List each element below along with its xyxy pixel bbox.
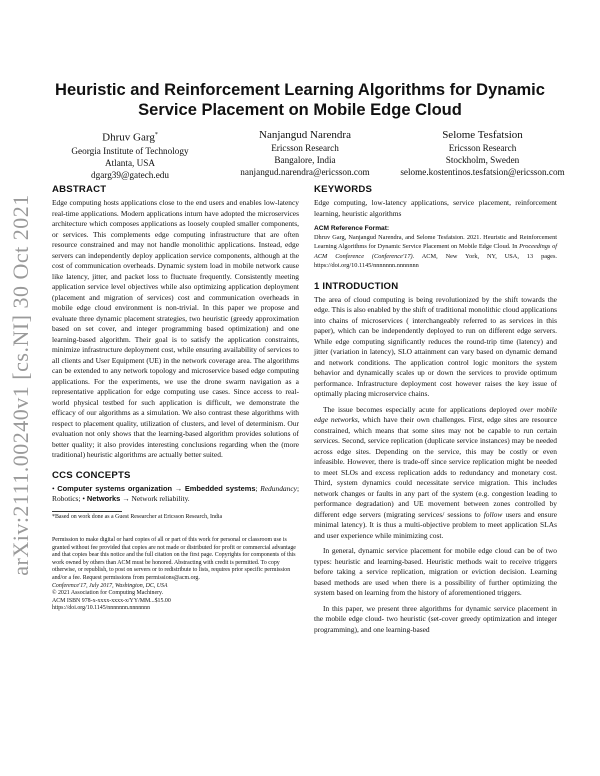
intro-p2-a: The issue becomes especially acute for applications deployed [323, 404, 517, 414]
ccs-5: Networks [86, 494, 121, 503]
abstract-heading: ABSTRACT [52, 184, 107, 195]
abstract-text: Edge computing hosts applications close to the end users and enables low-latency real-time applications. Modern applications inturn have adopted the microservices architecture which composes applications as loosely coupled smaller components, or services. This complements edge computing infrastructure that are often resource constrained and may not handle monolithic applications. Instead, edge servers can independently deploy application service components, although at the cost of communication overheads. Dynamic system load in mobile network cause like latency, jitter, and packet loss to fluctuate frequently. Consistently meeting application service level objectives while also optimizing application deployment (placement and migration of services) cost and communication overheads in mobile edge cloud environment is non-trivial. In this paper we propose and evaluate three dynamic placement strategies, two heuristic (greedy approximation based on set cover, and integer programming based optimization) and one learning-based algorithm. Their goal is to satisfy the application constraints, minimize infrastructure deployment cost, while ensuring availability of services to all clients and User Equipment (UE) in the network coverage area. The algorithms can be extended to any network topology and microservice based edge computing applications. For the experiments, we use the drone swarm navigation as a representative application for edge computing use cases. Since access to real-world physical testbed for such application is difficult, we demonstrate the efficacy of our algorithms as a simulation. We also contrast these algorithms with respect to placement quality, utilization of clusters, and level of determinism. Our evaluation not only shows that the learning-based algorithm provides solutions of better quality; it also provides interesting conclusions regarding when the (more traditional) heuristic algorithms are actually better suited. [52, 198, 299, 459]
keywords-text: Edge computing, low-latency applications, service placement, reinforcement learning, heuristic algorithms [314, 198, 557, 218]
ccs-concepts: • Computer systems organization → Embedded systems; Redundancy; Robotics; • Networks → Network reliability. [52, 483, 300, 503]
conference-line: Conference'17, July 2017, Washington, DC, USA [52, 582, 168, 589]
ccs-1: Computer systems organization [57, 483, 173, 493]
intro-paragraph-1: The area of cloud computing is being revolutionized by the shift towards the edge. This is also enabled by the shift of traditional monolithic cloud applications into chains of microservices ( interchangeably referred to as services in this paper), which can be independently deployed to run on different edge servers. While edge computing significantly reduces the round-trip time (latency) and jitter (variation in latency), SLO attainment can vary based on dynamic demand and network conditions. The application control logic monitors the system behavior and dynamically scales up or down the services to provide optimum performance. Infrastructure deployment cost however raises the key issue of optimally placing microservice chains. [314, 294, 557, 399]
ccs-heading: CCS CONCEPTS [52, 469, 131, 481]
author-2 [215, 128, 395, 178]
intro-p2-em: over mobile edge networks, [314, 404, 557, 425]
title-line-2: Service Placement on Mobile Edge Cloud [138, 101, 462, 119]
ccs-4: Robotics [52, 494, 79, 503]
author-3-name: Selome Tesfatsion [442, 129, 523, 141]
acm-ref-heading: ACM Reference Format: [314, 225, 390, 232]
acm-ref-venue: Proceedings of ACM Conference (Conference'17). [314, 243, 557, 260]
doi-line[interactable]: https://doi.org/10.1145/nnnnnnn.nnnnnnn [52, 605, 151, 612]
acm-ref-text [314, 233, 557, 271]
author-3-affiliation: Ericsson Research [448, 143, 517, 153]
footnote-block [52, 511, 299, 522]
author-2-affiliation: Ericsson Research [271, 143, 339, 153]
right-column [314, 184, 557, 635]
arxiv-stamp-text: arXiv:2111.00240v1 [cs.NI] 30 Oct 2021 [8, 194, 33, 576]
author-1-email[interactable]: dgarg39@gatech.edu [91, 169, 169, 180]
intro-paragraph-2 [314, 405, 557, 542]
author-2-location: Bangalore, India [274, 155, 336, 165]
author-1-affiliation: Georgia Institute of Technology [71, 145, 189, 156]
isbn-line: ACM ISBN 978-x-xxxx-xxxx-x/YY/MM...$15.00 [52, 597, 171, 604]
intro-p2-c: users and ensure minimal latency). It is thus a multi-objective problem to meet application SLAs and user experience while minimizing cost. [314, 509, 558, 540]
ccs-3: Redundancy [260, 483, 297, 493]
paper-title [40, 80, 560, 120]
acm-ref-authors: Dhruv Garg, Nanjangud Narendra, and Selome Tesfatsion. 2021. Heuristic and Reinforcement Learning Algorithms for Dynamic Service Placement on Mobile Edge Cloud. In [314, 234, 557, 251]
ccs-2: Embedded systems [184, 483, 256, 493]
intro-p2-em2: follow [483, 509, 503, 519]
acm-ref-tail: ACM, New York, NY, USA, 13 pages. https://doi.org/10.1145/nnnnnnn.nnnnnnn [314, 252, 557, 270]
author-3-location: Stockholm, Sweden [445, 155, 520, 165]
permission-block [52, 537, 299, 613]
title-line-1: Heuristic and Reinforcement Learning Algorithms for Dynamic [55, 81, 545, 99]
permission-text: Permission to make digital or hard copies of all or part of this work for personal or classroom use is granted without fee provided that copies are not made or distributed for profit or commercial advantage and that copies bear this notice and the full citation on the first page. Copyrights for components of this work owned by others than ACM must be honored. Abstracting with credit is permitted. To copy otherwise, or republish, to post on servers or to redistribute to lists, requires prior specific permission and/or a fee. Request permissions from permissions@acm.org. [52, 537, 296, 582]
ccs-arrow-2: → [122, 494, 130, 503]
author-3-email[interactable]: selome.kostentinos.tesfatsion@ericsson.com [400, 167, 565, 177]
author-2-name: Nanjangud Narendra [259, 129, 351, 141]
footnote-rule [52, 511, 122, 512]
intro-heading: 1 INTRODUCTION [314, 280, 399, 292]
author-1-location: Atlanta, USA [104, 157, 155, 168]
footnote: *Based on work done as a Guest Researcher at Ericsson Research, India [52, 513, 223, 520]
ccs-arrow-1: → [174, 483, 183, 493]
arxiv-stamp [4, 194, 38, 576]
author-1-name: Dhruv Garg [102, 131, 155, 144]
author-3 [385, 128, 580, 178]
ccs-6: Network reliability. [131, 494, 190, 503]
author-1 [40, 128, 220, 181]
author-1-mark: * [154, 132, 158, 138]
left-column [52, 184, 299, 613]
intro-paragraph-3: In general, dynamic service placement for mobile edge cloud can be of two types: heuristic and learning-based. Heuristic methods wait to receive triggers before taking a service replication, migration or eviction decision. Learning based methods are used when there is a possibility of further optimizing the system based on learning from the history of aforementioned triggers. [314, 546, 557, 598]
keywords-heading: KEYWORDS [314, 184, 373, 195]
intro-paragraph-4: In this paper, we present three algorithms for dynamic service placement in the mobile edge cloud- two heuristic (set-cover greedy optimization and integer programming), and one learning-based [314, 603, 557, 634]
intro-p2-b: which have their own challenges. First, edge sites are resource constrained, which means that some sites may not be capable to run certain services. Second, service replication (duplicate service instances) may be needed across edge sites. Depending on the service, this may be costly or even infeasible. However, there is trade-off since service replication might be needed to meet SLOs and excess replication adds to redundancy and monetary cost. Third, system dynamics could necessitate service migration. This includes network changes or faults in any part of the system (e.g. congestion leading to performance degradation) and UE movement between zones controlled by different edge servers (migrating services/ sessions to [314, 415, 558, 519]
author-2-email[interactable]: nanjangud.narendra@ericsson.com [240, 167, 370, 177]
copyright-line: © 2021 Association for Computing Machinery. [52, 590, 164, 597]
